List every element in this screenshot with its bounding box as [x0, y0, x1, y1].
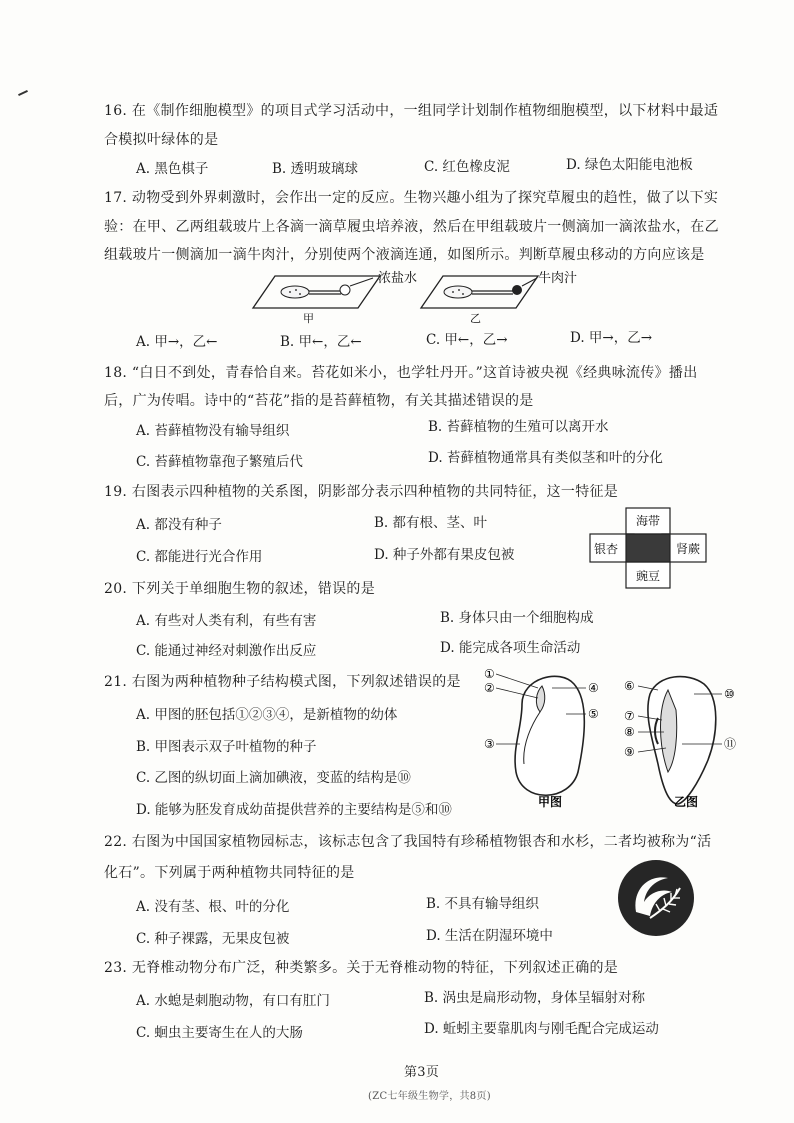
q18-stem-line2: 后，广为传唱。诗中的“苔花”指的是苔藓植物，有关其描述错误的是	[104, 393, 534, 409]
q19-option-a: A. 都没有种子	[136, 517, 222, 533]
q22-option-d: D. 生活在阴湿环境中	[426, 928, 553, 944]
q23-stem: 23. 无脊椎动物分布广泛，种类繁多。关于无脊椎动物的特征，下列叙述正确的是	[104, 960, 619, 976]
salt-water-label: 浓盐水	[378, 271, 418, 286]
q16-option-b: B. 透明玻璃球	[272, 161, 359, 177]
q22-stem-line1: 22. 右图为中国国家植物园标志，该标志包含了我国特有珍稀植物银杏和水杉，二者均被称为“活	[104, 834, 712, 850]
q21-option-a: A. 甲图的胚包括①②③④，是新植物的幼体	[136, 707, 398, 723]
q20-option-c: C. 能通过神经对刺激作出反应	[136, 643, 317, 659]
q23-option-c: C. 蛔虫主要寄生在人的大肠	[136, 1025, 303, 1041]
q22-stem-line2: 化石”。下列属于两种植物共同特征的是	[104, 865, 355, 881]
kelp-label: 海带	[636, 514, 661, 528]
q21-stem: 21. 右图为两种植物种子结构模式图，下列叙述错误的是	[104, 674, 461, 690]
label-10: ⑩	[724, 687, 735, 701]
q16-option-a: A. 黑色棋子	[136, 161, 209, 177]
q19-option-d: D. 种子外都有果皮包被	[374, 547, 515, 563]
q17-option-c: C. 甲←，乙→	[426, 332, 508, 348]
q22-option-c: C. 种子裸露，无果皮包被	[136, 931, 290, 947]
q23-option-d: D. 蚯蚓主要靠肌肉与刚毛配合完成运动	[424, 1021, 659, 1037]
beef-broth-label: 牛肉汁	[538, 271, 578, 286]
q20-option-b: B. 身体只由一个细胞构成	[440, 610, 594, 626]
q18-option-c: C. 苔藓植物靠孢子繁殖后代	[136, 454, 303, 470]
shared-feature-shaded-area	[626, 534, 670, 562]
paramecium-slides-figure	[245, 268, 585, 326]
q18-option-a: A. 苔藓植物没有输导组织	[136, 423, 290, 439]
label-2: ②	[484, 681, 495, 695]
seed-structure-figure	[482, 664, 752, 814]
q18-option-d: D. 苔藓植物通常具有类似茎和叶的分化	[428, 450, 663, 466]
q23-option-b: B. 涡虫是扁形动物，身体呈辐射对称	[424, 990, 646, 1006]
label-3: ③	[484, 737, 495, 751]
pea-label: 豌豆	[636, 569, 661, 583]
page-number: 第3页	[404, 1065, 440, 1080]
national-botanical-garden-logo	[614, 858, 700, 938]
q16-option-d: D. 绿色太阳能电池板	[566, 157, 693, 173]
label-6: ⑥	[624, 679, 635, 693]
q20-option-d: D. 能完成各项生命活动	[440, 640, 581, 656]
q21-option-c: C. 乙图的纵切面上滴加碘液，变蓝的结构是⑩	[136, 770, 411, 786]
q21-option-d: D. 能够为胚发育成幼苗提供营养的主要结构是⑤和⑩	[136, 802, 452, 818]
footer-note: (ZC七年级生物学，共8页)	[368, 1091, 491, 1102]
label-5: ⑤	[588, 707, 599, 721]
q22-option-b: B. 不具有输导组织	[426, 896, 540, 912]
q17-stem-line2: 验：在甲、乙两组载玻片上各滴一滴草履虫培养液，然后在甲组载玻片一侧滴加一滴浓盐水，在乙	[104, 219, 719, 235]
q16-stem-line1: 16. 在《制作细胞模型》的项目式学习活动中，一组同学计划制作植物细胞模型，以下材料中最适	[104, 103, 719, 119]
ginkgo-label: 银杏	[594, 542, 619, 556]
label-7: ⑦	[624, 709, 635, 723]
q19-stem: 19. 右图表示四种植物的关系图，阴影部分表示四种植物的共同特征，这一特征是	[104, 484, 619, 500]
q17-stem-line1: 17. 动物受到外界刺激时，会作出一定的反应。生物兴趣小组为了探究草履虫的趋性，做了以下实	[104, 190, 719, 206]
fern-label: 肾蕨	[676, 542, 701, 556]
q20-option-a: A. 有些对人类有利，有些有害	[136, 613, 317, 629]
q19-option-b: B. 都有根、茎、叶	[374, 515, 488, 531]
q19-option-c: C. 都能进行光合作用	[136, 549, 263, 565]
q17-option-d: D. 甲→，乙→	[570, 330, 653, 346]
scan-mark	[18, 90, 28, 96]
q22-option-a: A. 没有茎、根、叶的分化	[136, 899, 290, 915]
q20-stem: 20. 下列关于单细胞生物的叙述，错误的是	[104, 581, 376, 597]
figure-a-caption: 甲图	[538, 795, 563, 809]
q18-option-b: B. 苔藓植物的生殖可以离开水	[428, 419, 609, 435]
fig17-caption-a: 甲	[303, 312, 314, 325]
q16-option-c: C. 红色橡皮泥	[424, 159, 510, 175]
q17-stem-line3: 组载玻片一侧滴加一滴牛肉汁，分别使两个液滴连通，如图所示。判断草履虫移动的方向应该是	[104, 247, 705, 263]
label-4: ④	[588, 681, 599, 695]
plant-relationship-diagram	[588, 506, 710, 590]
label-1: ①	[484, 667, 495, 681]
q16-stem-line2: 合模拟叶绿体的是	[104, 132, 219, 148]
q18-stem-line1: 18. “白日不到处，青春恰自来。苔花如米小，也学牡丹开。”这首诗被央视《经典咏流传》播出	[104, 365, 698, 381]
label-11: ⑪	[724, 737, 737, 751]
label-9: ⑨	[624, 745, 635, 759]
fig17-caption-b: 乙	[470, 312, 481, 325]
q23-option-a: A. 水螅是刺胞动物，有口有肛门	[136, 993, 330, 1009]
label-8: ⑧	[624, 725, 635, 739]
q17-option-a: A. 甲→，乙←	[136, 334, 218, 350]
q17-option-b: B. 甲←，乙←	[280, 334, 362, 350]
figure-b-caption: 乙图	[674, 795, 699, 809]
q21-option-b: B. 甲图表示双子叶植物的种子	[136, 739, 317, 755]
